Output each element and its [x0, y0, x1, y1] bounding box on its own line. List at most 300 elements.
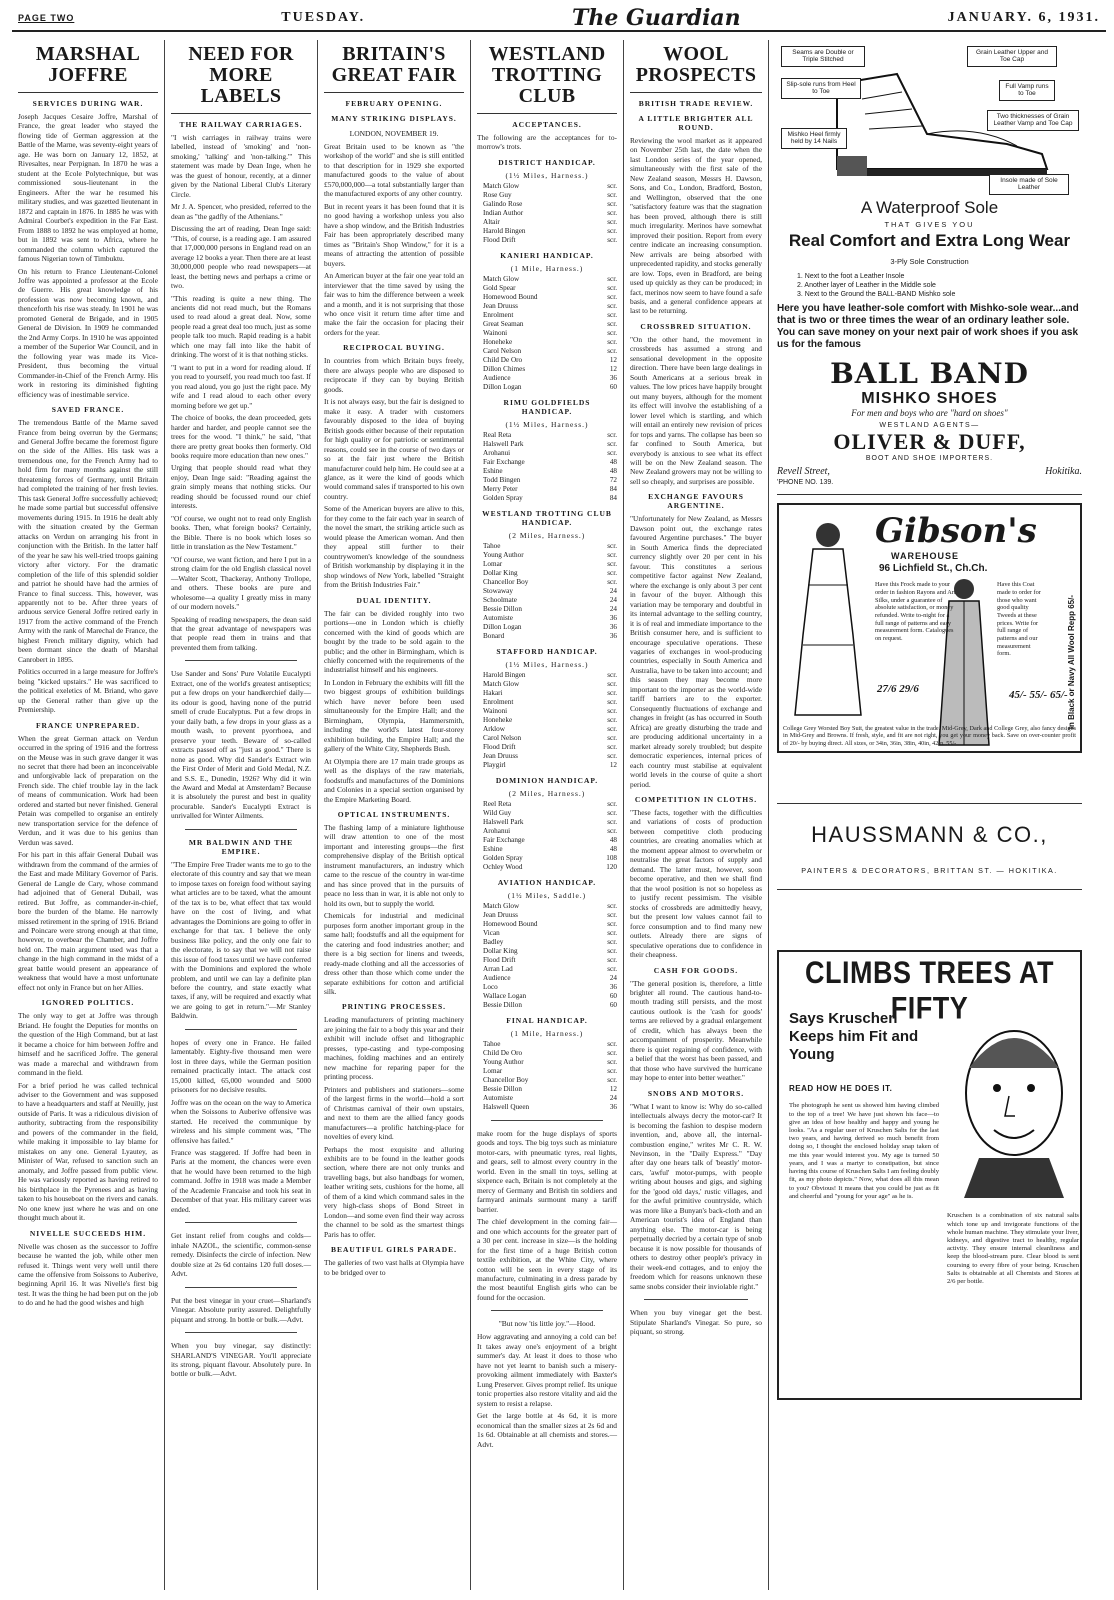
- handicap-mark: scr.: [607, 715, 617, 724]
- advertisement-vinegar: When you buy vinegar get the best. Stipulate Sharland's Vinegar. So pure, so piquant, so strong.: [630, 1308, 762, 1336]
- article-paragraph: "This reading is quite a new thing. The ancients did not read much, but the Romans used to read aloud a great deal. Now, some people read a great deal too much, just as some people talk too much. Rapid reading is a habit which one may fall into like the habit of drinking. The worst of it is that nothing sticks.: [171, 293, 311, 360]
- table-row: [477, 827, 617, 836]
- subhead: CROSSBRED SITUATION.: [640, 321, 752, 331]
- dealer-description: BOOT AND SHOE IMPORTERS.: [865, 455, 994, 463]
- article-paragraph: It is not always easy, but the fair is designed to make it easy. A trader with customers favourably disposed to the idea of buying British goods either because of their reputation for high quality or for patriotic or sentimental reasons, could see in the course of two days or so at the fair just where the British manufacturer could help him. He could see at a glance, as it were the kind of goods which would command sales if transported to his own country.: [324, 397, 464, 501]
- table-row: [477, 1058, 617, 1067]
- handicap-mark: scr.: [607, 292, 617, 301]
- article-paragraph: An American buyer at the fair one year told an interviewer that the time saved by using the fair was to him the difference between a week and a month, and it is not surprising that those who once visit it return time after time and make the fair the occasion for placing their orders for the year.: [324, 271, 464, 337]
- subhead: DUAL IDENTITY.: [356, 595, 432, 605]
- horse-name: Todd Bingen: [483, 475, 521, 484]
- table-row: [477, 902, 617, 911]
- handicap-mark: 60: [609, 991, 617, 1000]
- horse-name: Halswell Queen: [483, 1102, 530, 1111]
- column-wool-prospects: [624, 40, 769, 1590]
- handicap-mark: scr.: [607, 670, 617, 679]
- kruschen-body: Kruschen is a combination of six natural salts which tone up and invigorate functions of the whole human machine. They stimulate your liver, kidneys, and digestive tract to healthy, regular activity. They ensure internal cleanliness and keep the blood-stream pure. Clear blood is sent coursing to every fibre of your being. Kruschen Salts is obtainable at all Chemists and Stores at 2/6 per bottle.: [947, 1212, 1079, 1286]
- horse-name: Wild Guy: [483, 808, 512, 817]
- race-conditions: (2 Miles, Harness.): [508, 530, 586, 540]
- table-row: [477, 551, 617, 560]
- horse-name: Chancellor Boy: [483, 577, 529, 586]
- horse-name: Indian Author: [483, 208, 524, 217]
- table-row: [477, 560, 617, 569]
- horse-name: Merry Peter: [483, 484, 518, 493]
- warehouse-label: WAREHOUSE: [891, 551, 960, 562]
- horse-name: Fair Exchange: [483, 835, 525, 844]
- handicap-mark: 36: [609, 613, 617, 622]
- table-row: [477, 275, 617, 284]
- race-title: RIMU GOLDFIELDS HANDICAP.: [503, 397, 591, 416]
- table-row: [477, 383, 617, 392]
- callout-insole: Insole made of Sole Leather: [989, 174, 1069, 195]
- subhead: MR BALDWIN AND THE EMPIRE.: [188, 837, 294, 856]
- handicap-mark: scr.: [607, 1075, 617, 1084]
- callout-mishko-heel: Mishko Heel firmly held by 14 Nails: [781, 128, 847, 149]
- race-conditions: (1 Mile, Harness.): [510, 1028, 584, 1038]
- table-row: [477, 236, 617, 245]
- handicap-mark: scr.: [607, 1039, 617, 1048]
- table-row: [477, 182, 617, 191]
- handicap-mark: 12: [609, 364, 617, 373]
- horse-name: Loco: [483, 982, 498, 991]
- newspaper-title: The Guardian: [572, 5, 741, 31]
- ad-subline: THAT GIVES YOU: [884, 220, 975, 229]
- table-row: [477, 863, 617, 872]
- table-row: [477, 743, 617, 752]
- horse-name: Bessie Dillon: [483, 604, 522, 613]
- handicap-mark: scr.: [607, 742, 617, 751]
- article-paragraph: Chemicals for industrial and medicinal purposes form another important group in the same hall; foodstuffs and all the equipment for the catering and food industries another; and there is a big section for linens and tweeds, ready-made clothing and all the accessories of dress other than those which come under the separate exhibitions for cotton and artificial silk.: [324, 911, 464, 996]
- article-paragraph: "What I want to know is: Why do so-called intellectuals always decry the motor-car? It is becoming the fashion to despise modern invention, and, above all, the internal-combustion engine," writes Mr C. R. W. Nevinson, in the "Daily Express." "Day after day one hears talk of 'beastly' motor-cars, 'awful' motor-pumps, with people writing about houses and gigs, and sighing for the 'good old days,' rustic villages, and for the awful primitive countryside, which was more like a Bunyan's back-cloth and an American tourist's idea of England than anything else. The motor-car is being perpetually decried by a certain type of snob because it is now possible for thousands of others to destroy other people's privacy in their week-end cottages, and to enjoy the freedom which for reasons unknown these same snobs consider their inviolable right.": [630, 1101, 762, 1291]
- handicap-mark: scr.: [607, 799, 617, 808]
- column-westland-trotting-club: [471, 40, 624, 1590]
- subhead: NIVELLE SUCCEEDS HIM.: [29, 1228, 147, 1238]
- sole-construction-list: [797, 272, 1082, 299]
- horse-name: Golden Spray: [483, 493, 523, 502]
- table-row: [477, 227, 617, 236]
- horse-name: Playgirl: [483, 760, 506, 769]
- coat-prices: 45/- 55/- 65/-: [1009, 689, 1068, 702]
- suit-offer: College Grey Worsted Boy Suit, the greatest value in the trade. Mid-Grey, Dark and College Grey, also fancy designs in Mid-Grey and Browns. If fresh, style, and fit are not right, you get your money back. Save on over-counter profit of 20/- by buying direct. All sizes, or 34in, 36in, 38in, 40in, 42in. 55/-: [783, 724, 1076, 747]
- horse-name: Hakari: [483, 688, 503, 697]
- race-conditions: (2 Miles, Harness.): [508, 788, 586, 798]
- handicap-mark: 36: [609, 622, 617, 631]
- subhead: OPTICAL INSTRUMENTS.: [337, 810, 451, 819]
- subhead: BRITISH TRADE REVIEW.: [638, 99, 754, 108]
- horse-name: Golden Spray: [483, 853, 523, 862]
- article-paragraph: Discussing the art of reading, Dean Inge said: "This, of course, is a reading age. I am assured that 17,000,000 persons in England read on an average 12 books a year. Then there are at least 30,000,000 people who read newspapers—at least, the betting news and perhaps a crime or two.: [171, 224, 311, 291]
- handicap-mark: scr.: [607, 826, 617, 835]
- horse-name: Dillon Chimes: [483, 364, 526, 373]
- dateline: LONDON, NOVEMBER 19.: [349, 129, 439, 138]
- handicap-mark: scr.: [607, 430, 617, 439]
- article-paragraph: The flashing lamp of a miniature lighthouse will draw attention to one of the most important and interesting groups—the first comprehensive display of the British optical instrument manufacturers, an industry which came to the rescue of the country in war-time and has since proved that in the pursuits of peace no less than in war, it is able not only to hold its own, but to supply the world.: [324, 823, 464, 908]
- handicap-mark: scr.: [607, 301, 617, 310]
- advertisement-eucalypti: Use Sander and Sons' Pure Volatile Eucalypti Extract, one of the world's greatest antiseptics; put a few drops on your handkerchief daily—its odour is good, having none of the putrid smell of crude Eucalyptus. Put a few drops in your daily bath, a few drops in your glass as a mouth wash, to prevent pyorrhoea, and preserve your teeth. Beware of so-called extracts passed off as "just as good." There is none as good. Why did Sander's Extract win the First Order of Merit and Gold Medal, N.Z. and S.S. E., Dunedin, 1926? Why did it win the Award and Medal at Amsterdam? Because it is absolutely the purest and best in quality procurable. Sander's Eucalypti Extract is unrivalled for Winter Ailments.: [171, 669, 311, 821]
- horse-name: Young Author: [483, 1057, 524, 1066]
- list-item: 1. Next to the foot a Leather Insole: [797, 273, 905, 280]
- article-paragraph: The following are the acceptances for to-morrow's trots.: [477, 133, 617, 152]
- handicap-mark: scr.: [607, 1066, 617, 1075]
- table-row: [477, 752, 617, 761]
- race-conditions: (1 Mile, Harness.): [510, 263, 584, 273]
- article-paragraph: Printers and publishers and stationers—some of the largest firms in the world—hold a sort of Christmas carnival of their own upstairs, and next to them are the allied fancy goods manufacturers—a prolific hatching-place for novelties of every kind.: [324, 1084, 464, 1142]
- headline-wool-prospects: WOOL PROSPECTS: [630, 40, 762, 93]
- horse-name: Lomar: [483, 1066, 503, 1075]
- handicap-mark: scr.: [607, 910, 617, 919]
- handicap-mark: 36: [609, 373, 617, 382]
- article-paragraph: Mr J. A. Spencer, who presided, referred to the dean as "the gadfly of the Athenians.": [171, 202, 311, 221]
- handicap-mark: scr.: [607, 1057, 617, 1066]
- table-row: [477, 614, 617, 623]
- kruschen-headline: CLIMBS TREES AT FIFTY: [805, 955, 1054, 1026]
- subhead: THE RAILWAY CARRIAGES.: [179, 120, 303, 129]
- advertisement-lung-preserver: How aggravating and annoying a cold can be! It takes away one's enjoyment of a bright summer's day. At least it does to those who have not yet learnt to banish such a misery-provoking ailment immediately with Baxter's Lung Preserver. Gives prompt relief. Its unique tonic properties also restore vitality and aid the system to resist a relapse.: [477, 1332, 617, 1408]
- article-paragraph: Reviewing the wool market as it appeared on November 25th last, the date when the last London series of the year opened, simultaneously with the first sale of the New Zealand season, Messrs H. Dawson, Sons, and Co., London, Bradford, Boston, and Wellington, observed that the one "satisfactory feature was that the stagnation has been proved, although there is still much irregularity. Merinos have somewhat improved their position. Report from every centre indicate an increasing consumption. New arrivals are being absorbed with unprecedented rapidity, and stocks generally are low. Tops, even in Bradford, are being used up quickly as they can be produced; in fact, merinos now seem to have found a safe basis, and a general confidence appears at last to be returning.: [630, 136, 762, 316]
- race-conditions: (1½ Miles, Saddle.): [507, 890, 587, 900]
- handicap-mark: scr.: [607, 337, 617, 346]
- race-title: DOMINION HANDICAP.: [495, 775, 599, 785]
- handicap-mark: 60: [609, 1000, 617, 1009]
- article-paragraph: Leading manufacturers of printing machinery are joining the fair to a body this year and their exhibit will include offset and lithographic presses, type-casting and type-composing machines, folding machines and an entirely new machine for reparing paper for the printing process.: [324, 1015, 464, 1082]
- handicap-mark: scr.: [607, 439, 617, 448]
- horse-name: Homewood Bound: [483, 919, 538, 928]
- handicap-mark: 120: [606, 862, 617, 871]
- table-row: [477, 293, 617, 302]
- horse-name: Altair: [483, 217, 500, 226]
- handicap-mark: 48: [609, 844, 617, 853]
- callout-seams: Seams are Double or Triple Stitched: [781, 46, 865, 67]
- subhead: SERVICES DURING WAR.: [32, 99, 144, 108]
- handicap-mark: scr.: [607, 346, 617, 355]
- horse-name: Rose Guy: [483, 190, 512, 199]
- horse-name: Honeheke: [483, 715, 513, 724]
- horse-name: Automiste: [483, 613, 513, 622]
- subhead: COMPETITION IN CLOTHS.: [634, 795, 758, 804]
- handicap-mark: scr.: [607, 901, 617, 910]
- race-entries-table: [477, 182, 617, 245]
- horse-name: Halswell Park: [483, 439, 524, 448]
- handicap-mark: scr.: [607, 679, 617, 688]
- article-paragraph: "The general position is, therefore, a little brighter all round. The cautious hand-to-mouth trading still persists, and the most cautious outlook is the 'cash for goods' terms are relieved by a gradual enlargement of credit, which has always been the accompaniment of prosperity. Meanwhile there is quiet regaining of confidence, with a belief that the worst has been passed, and that those who have survived the hurricane may hope to enter into better weather.": [630, 978, 762, 1083]
- race-conditions: (1½ Miles, Harness.): [505, 659, 589, 669]
- divider: [185, 1222, 297, 1223]
- table-row: [477, 449, 617, 458]
- gibsons-logo: Gibson's: [875, 511, 1037, 552]
- table-row: [477, 809, 617, 818]
- table-row: [477, 680, 617, 689]
- kruschen-body: The photograph he sent us showed him having climbed to the top of a tree! We have just shown his face—to give an idea of how healthy and happy and young he looks. "As a regular user of Kruschen Salts for the last two years, and having derived so much benefit from doing so, I thought the enclosed holiday snap taken of me this year would interest you. My age is turned 50 years, and I was a martyr to constipation, but since having this course of Kruschen Salts I am feeling doubly fit, as my photo depicts." Now, what does all this mean to you? Obvious! It means that you could be just as fit and cheerful and "young for your age" as he is.: [789, 1102, 939, 1200]
- handicap-mark: 60: [609, 382, 617, 391]
- horse-name: Eshine: [483, 844, 503, 853]
- table-row: [477, 431, 617, 440]
- horse-name: Enrolment: [483, 310, 514, 319]
- subhead: EXCHANGE FAVOURS ARGENTINE.: [648, 492, 744, 511]
- handicap-mark: scr.: [607, 448, 617, 457]
- agents-label: WESTLAND AGENTS—: [879, 422, 980, 430]
- callout-grain-leather: Grain Leather Upper and Toe Cap: [967, 46, 1057, 67]
- handicap-mark: scr.: [607, 328, 617, 337]
- table-row: [477, 845, 617, 854]
- horse-name: Dillon Logan: [483, 382, 522, 391]
- advertisement-vinegar: When you buy vinegar, say distinctly: SHARLAND'S VINEGAR. You'll appreciate its strong, piquant flavour. Absolutely pure. In bottle or bulk.—Advt.: [171, 1341, 311, 1379]
- man-portrait-icon: [949, 1008, 1079, 1198]
- table-row: [477, 458, 617, 467]
- handicap-mark: scr.: [607, 733, 617, 742]
- table-row: [477, 596, 617, 605]
- handicap-mark: scr.: [607, 964, 617, 973]
- headline-britains-great-fair: BRITAIN'S GREAT FAIR: [324, 40, 464, 93]
- table-row: [477, 1049, 617, 1058]
- horse-name: Wainoni: [483, 328, 508, 337]
- horse-name: Enrolment: [483, 697, 514, 706]
- table-row: [477, 542, 617, 551]
- handicap-mark: scr.: [607, 181, 617, 190]
- dealer-name: OLIVER & DUFF,: [833, 429, 1026, 455]
- handicap-mark: scr.: [607, 208, 617, 217]
- table-row: [477, 605, 617, 614]
- table-row: [477, 632, 617, 641]
- haussmann-name: HAUSSMANN & CO.,: [811, 822, 1048, 848]
- handicap-mark: scr.: [607, 751, 617, 760]
- handicap-mark: 24: [609, 604, 617, 613]
- column-need-for-more-labels: [165, 40, 318, 1590]
- race-entries-table: [477, 431, 617, 503]
- handicap-mark: 24: [609, 586, 617, 595]
- divider: [185, 660, 297, 661]
- handicap-mark: scr.: [607, 217, 617, 226]
- horse-name: Reel Reta: [483, 799, 512, 808]
- horse-name: Match Glow: [483, 274, 520, 283]
- horse-name: Chancellor Boy: [483, 1075, 529, 1084]
- advertisement-nazol: Get instant relief from coughs and colds—inhale NAZOL, the scientific, common-sense remedy. Disinfects the circle of infection. New double size at 2s 6d contains 120 full doses.—Advt.: [171, 1231, 311, 1279]
- horse-name: Tahoe: [483, 1039, 501, 1048]
- table-row: [477, 716, 617, 725]
- table-row: [477, 689, 617, 698]
- table-row: [477, 365, 617, 374]
- divider: [491, 1310, 603, 1311]
- article-paragraph: When the great German attack on Verdun occurred in the spring of 1916 and the fortress on the Meuse was in such grave danger it was no secret that there had been an inconceivable and unforgivable lack of preparation on the French side. The chief trouble lay in the lack of means of communication. Work had been ordered and started but never finished. General Petain was compelled to organise an entirely new transportation service for the defence of Verdun, and it was due to his genius than Verdun was saved.: [18, 733, 158, 847]
- handicap-mark: scr.: [607, 568, 617, 577]
- horse-name: Ochley Wood: [483, 862, 523, 871]
- article-paragraph: Some of the American buyers are alive to this, for they come to the fair each year in search of the novel the smart, the striking article such as would please the American woman. And then they appeal still further to their countrywomen's knowledge of the soundness of British workmanship by displaying it in the shop windows of New York, labelled "Straight from the British Industries Fair.": [324, 504, 464, 590]
- horse-name: Dollar King: [483, 946, 518, 955]
- table-row: [477, 311, 617, 320]
- race-title: FINAL HANDICAP.: [506, 1015, 588, 1025]
- advertisement-vinegar: Put the best vinegar in your cruet—Sharland's Vinegar. Absolute purity assured. Delightfully piquant and strong. In bottle or bulk.—Advt.: [171, 1295, 311, 1324]
- handicap-mark: scr.: [607, 937, 617, 946]
- article-paragraph: Speaking of reading newspapers, the dean said that the great advantage of newspapers was that people read them in trains and that prevented them from talking.: [171, 614, 311, 652]
- list-item: 3. Next to the Ground the BALL-BAND Mishko sole: [797, 291, 956, 299]
- table-row: [477, 476, 617, 485]
- column-britains-great-fair: [318, 40, 471, 1590]
- article-paragraph: France was staggered. If Joffre had been in Paris at the moment, the chances were even that he would have been returned to the high command. Joffre in 1918 was made a Member of the Academie Francaise and took his seat in December of that year. His military career was ended.: [171, 1148, 311, 1214]
- article-paragraph: For his part in this affair General Dubail was withdrawn from the command of the armies of the East and made Military Governor of Paris. General de Langle de Cary, whose command had adjoined that of General Dubail, was retired. But Joffre, as commander-in-chief, bore the burden of the blame. He narrowly missed retirement in the spring of 1916. Briand and Poincare were strong enough at that time, however, to overbear the Chamber, and Joffre held on. The main argument used was that a change in the high command in the midst of a great battle would present an appearance of weakness that would have a most unfortunate effect not only in France but on her Allies.: [18, 850, 158, 992]
- kruschen-read-how: READ HOW HE DOES IT.: [789, 1084, 893, 1094]
- table-row: [477, 725, 617, 734]
- side-price-label: In Black or Navy All Wool Repp 65/-: [1067, 595, 1076, 730]
- column-marshal-joffre: [12, 40, 165, 1590]
- handicap-mark: scr.: [607, 310, 617, 319]
- frock-copy: Have this Frock made to your order in fashion Rayons and Art Silks, under a guarantee of absolute satisfaction, or money refunded. Write to-night for a full range of patterns and easy measurement form. Catalogues on request.: [875, 581, 956, 642]
- article-paragraph: "The Empire Free Trader wants me to go to the electorate of this country and say that we mean to impose taxes on foreign food without saying what articles are to be taxed, what the amount of the tax is to be, what effect that tax would have on the cost of living, and what advantages the Dominions are going to offer in exchange for that tax. I believe the only business like policy, and the only one fair to the electorate, is to say that we will not raise this issue of food taxes until we have conferred with the Dominions and explored the whole problem, and until we can lay a definite plan before the country, and state exactly what taxes, if any, will be required and exactly what we are going to get in return."—Mr Stanley Baldwin.: [171, 859, 311, 1021]
- divider: [185, 829, 297, 830]
- ad-body: Here you have leather-sole comfort with Mishko-sole wear...and that is two or three times the wear of an ordinary leather sole. You can save money on your next pair of work shoes if you ask us for the famous: [777, 303, 1079, 351]
- horse-name: Young Author: [483, 550, 524, 559]
- article-paragraph: Joseph Jacques Cesaire Joffre, Marshal of France, the great leader who stayed the flowing tide of German aggression at the Battle of the Marne, was seventy-eight years of age. He was born on January 12, 1852, at Rivesaltes, near Perpignan. In 1870 he was a student at the Ecole Polytechnique, but was commissioned sous-lieutenant in the Engineers. After the war he resumed his military studies, and was gazetted lieutenant in 1872 and captain in 1876. In 1885 he was with Admiral Courbet's expedition in the Far East. From 1888 to 1892 he was employed at home, but in 1892 was sent to Africa, where he commanded the column which captured the famous Nigerian town of Timbuktu.: [18, 112, 158, 264]
- handicap-mark: scr.: [607, 955, 617, 964]
- handicap-mark: scr.: [607, 226, 617, 235]
- race-entries-table: [477, 275, 617, 392]
- race-title: STAFFORD HANDICAP.: [496, 646, 598, 656]
- divider: [185, 1029, 297, 1030]
- handicap-mark: 36: [609, 631, 617, 640]
- subhead: PRINTING PROCESSES.: [341, 1002, 447, 1012]
- subhead: A LITTLE BRIGHTER ALL ROUND.: [638, 114, 754, 132]
- handicap-mark: 36: [609, 1102, 617, 1111]
- horse-name: Arklow: [483, 724, 505, 733]
- headline-marshal-joffre: MARSHAL JOFFRE: [18, 40, 158, 93]
- article-paragraph: Perhaps the most exquisite and alluring exhibits are to be found in the leather goods section, where there are not only trunks and travelling bags, but also handbags for women, leather writing sets, cushions for the home, all of them of a kind which command sales in the very high-class shops of Bond Street in London—and some even find their way across the channel to be sold as the smartest things Paris has to offer.: [324, 1144, 464, 1239]
- subhead: ACCEPTANCES.: [512, 120, 582, 129]
- horse-name: Eshine: [483, 466, 503, 475]
- table-row: [477, 1001, 617, 1010]
- handicap-mark: scr.: [607, 190, 617, 199]
- horse-name: Halswell Park: [483, 817, 524, 826]
- headline-westland-trotting-club: WESTLAND TROTTING CLUB: [477, 40, 617, 114]
- table-row: [477, 320, 617, 329]
- article-paragraph: "Of course, we ought not to read only English books. Then, what foreign books? Certainly, the Bible. There is no book which loses so little in translation as the New Testament.": [171, 513, 311, 552]
- horse-name: Wallace Logan: [483, 991, 527, 1000]
- horse-name: Arran Lad: [483, 964, 513, 973]
- subhead: RECIPROCAL BUYING.: [343, 343, 445, 353]
- horse-name: Lomar: [483, 559, 503, 568]
- table-row: [477, 494, 617, 503]
- table-row: [477, 467, 617, 476]
- table-row: [477, 209, 617, 218]
- table-row: [477, 734, 617, 743]
- article-paragraph: The choice of books, the dean proceeded, gets harder and harder, and people cannot see the trees for the wood. "I think," he said, "that there are pretty great books then formerly. Old books require more education than new ones.": [171, 413, 311, 460]
- handicap-mark: scr.: [607, 919, 617, 928]
- town: Hokitika.: [1045, 466, 1082, 478]
- subhead: SNOBS AND MOTORS.: [647, 1088, 745, 1098]
- race-entries-table: [477, 902, 617, 1010]
- table-row: [477, 284, 617, 293]
- callout-full-vamp: Full Vamp runs to Toe: [999, 80, 1055, 101]
- table-row: [477, 578, 617, 587]
- horse-name: Wainoni: [483, 706, 508, 715]
- table-row: [477, 347, 617, 356]
- phone-number: 'PHONE NO. 139.: [777, 479, 834, 487]
- horse-name: Schoolmate: [483, 595, 517, 604]
- subhead: BEAUTIFUL GIRLS PARADE.: [330, 1245, 457, 1255]
- article-paragraph: Great Britain used to be known as "the workshop of the world" and she is still entitled to that description for in 1929 she exported manufactured goods to the value of about £570,000,000—a total substantially larger than the manufactured exports of any other country.: [324, 142, 464, 199]
- haussmann-ad: [777, 803, 1082, 890]
- table-row: [477, 569, 617, 578]
- handicap-mark: scr.: [607, 817, 617, 826]
- table-row: [477, 200, 617, 209]
- race-entries-table: [477, 671, 617, 770]
- article-paragraph: Urging that people should read what they enjoy, Dean Inge said: "Reading against the grain simply means that nothing sticks. Our reading should be focussed round our chief interests.: [171, 463, 311, 511]
- horse-name: Child De Oro: [483, 1048, 523, 1057]
- brand-tagline: For men and boys who are "hard on shoes": [851, 408, 1008, 419]
- brand-ball-band: BALL BAND: [830, 357, 1029, 391]
- table-row: [477, 1040, 617, 1049]
- horse-name: Flood Drift: [483, 955, 516, 964]
- table-row: [477, 302, 617, 311]
- handicap-mark: 24: [609, 595, 617, 604]
- article-paragraph: On his return to France Lieutenant-Colonel Joffre was appointed a professor at the Ecole de Guerre. His great knowledge of his profession was now becoming known, and thenceforth his rise was steady. In 1901 he was promoted General de Brigade, and in 1905 General de Division. In 1909 he commanded the 2nd Army Corps. In 1910 he was appointed a member of the Superior War Council, and in the following year was made its Vice-President, thus becoming the virtual Commander-in-Chief of the French Army. His work in restoring its diminished fighting efficiency was of inestimable service.: [18, 266, 158, 399]
- table-row: [477, 191, 617, 200]
- handicap-mark: 24: [609, 1093, 617, 1102]
- article-paragraph: "I want to put in a word for reading aloud. If you read to yourself, you read much too fast. If you read aloud, you go just the right pace. My wife and I read aloud to each other every morning before we get up.": [171, 362, 311, 410]
- masthead-date: JANUARY. 6, 1931.: [947, 10, 1100, 25]
- race-conditions: (1½ Miles, Harness.): [505, 419, 589, 429]
- horse-name: Bonard: [483, 631, 505, 640]
- horse-name: Tahoe: [483, 541, 501, 550]
- table-row: [477, 800, 617, 809]
- advertisements-column: [769, 40, 1090, 1590]
- article-paragraph: In London in February the exhibits will fill the two biggest groups of exhibition buildings which have never before been used simultaneously for the Empire Hall; and the Birmingham, Olympia, Hammersmith, including the world's latest four-storey exhibition building, the Empire Hall; and the gallery of the White City, Shepherds Bush.: [324, 677, 464, 754]
- masthead-day: TUESDAY.: [281, 10, 366, 25]
- headline-need-for-more-labels: NEED FOR MORE LABELS: [171, 40, 311, 114]
- article-paragraph: In countries from which Britain buys freely, there are always people who are disposed to reciprocate if they can by buying British goods.: [324, 356, 464, 394]
- divider: [185, 1287, 297, 1288]
- subhead: FEBRUARY OPENING.: [345, 99, 443, 108]
- article-paragraph: The chief development in the coming fair—and one which accounts for the greater part of a 30 per cent. increase in size—is the holding for the first time of a huge British cotton textile exhibition, at the White City, where cotton will be seen in every stage of its manufacture, culminating in a dress parade by the most beautiful English girls who can be found for the occasion.: [477, 1217, 617, 1302]
- horse-name: Child De Oro: [483, 355, 523, 364]
- table-row: [477, 707, 617, 716]
- table-row: [477, 440, 617, 449]
- handicap-mark: scr.: [607, 808, 617, 817]
- table-row: [477, 587, 617, 596]
- table-row: [477, 485, 617, 494]
- gibsons-warehouse-ad: [777, 503, 1082, 753]
- list-item: 2. Another layer of Leather in the Middle sole: [797, 282, 936, 290]
- handicap-mark: 84: [609, 484, 617, 493]
- horse-name: Flood Drift: [483, 742, 516, 751]
- table-row: [477, 947, 617, 956]
- table-row: [477, 1103, 617, 1112]
- handicap-mark: 12: [609, 760, 617, 769]
- page-label: PAGE TWO: [18, 13, 75, 23]
- table-row: [477, 1076, 617, 1085]
- horse-name: Arohanui: [483, 826, 511, 835]
- horse-name: Badley: [483, 937, 504, 946]
- table-row: [477, 698, 617, 707]
- article-paragraph: Nivelle was chosen as the successor to Joffre because he wanted the job, while other men refused it. Things went very well until there came the offensive from Soissons to Auberive, beginning April 16. It was Nivelle's first big test. It was the thing he had been put on the job to do and he had the good wishes and high: [18, 1241, 158, 1308]
- article-paragraph: The fair can be divided roughly into two portions—one in London which is chiefly concerned with the kind of goods which are bought by the trade to be sold again to the public; and the other in Birmingham, which is chiefly concerned with the requirements of the industrialist himself and his engineers.: [324, 608, 464, 675]
- subhead: CASH FOR GOODS.: [653, 965, 739, 975]
- horse-name: Harold Bingen: [483, 670, 526, 679]
- race-conditions: (1½ Miles, Harness.): [505, 170, 589, 180]
- handicap-mark: 84: [609, 493, 617, 502]
- woman-figure-icon: [783, 515, 873, 725]
- table-row: [477, 329, 617, 338]
- handicap-mark: scr.: [607, 706, 617, 715]
- handicap-mark: scr.: [607, 1048, 617, 1057]
- ball-band-shoe-ad: [777, 44, 1082, 495]
- divider: [491, 1120, 603, 1121]
- article-paragraph: But in recent years it has been found that it is no good having a workshop unless you also have a shop window, and the British Industries Fair has been appropriately described many times as "Britain's Shop Window," for it is a means of attracting the attention of possible buyers.: [324, 201, 464, 268]
- table-row: [477, 929, 617, 938]
- handicap-mark: scr.: [607, 928, 617, 937]
- article-paragraph: The galleries of two vast halls at Olympia have to be bridged over to: [324, 1258, 464, 1277]
- article-paragraph: "I wish carriages in railway trains were labelled, instead of 'smoking' and 'non-smoking,' 'talking' and 'non-talking.'" This statement was made by Dean Inge, when he was the guest of honour, recently, at a dinner given by the National Liberal Club's Literary Circle.: [171, 133, 311, 199]
- table-row: [477, 983, 617, 992]
- handicap-mark: 48: [609, 457, 617, 466]
- masthead: [12, 6, 1106, 32]
